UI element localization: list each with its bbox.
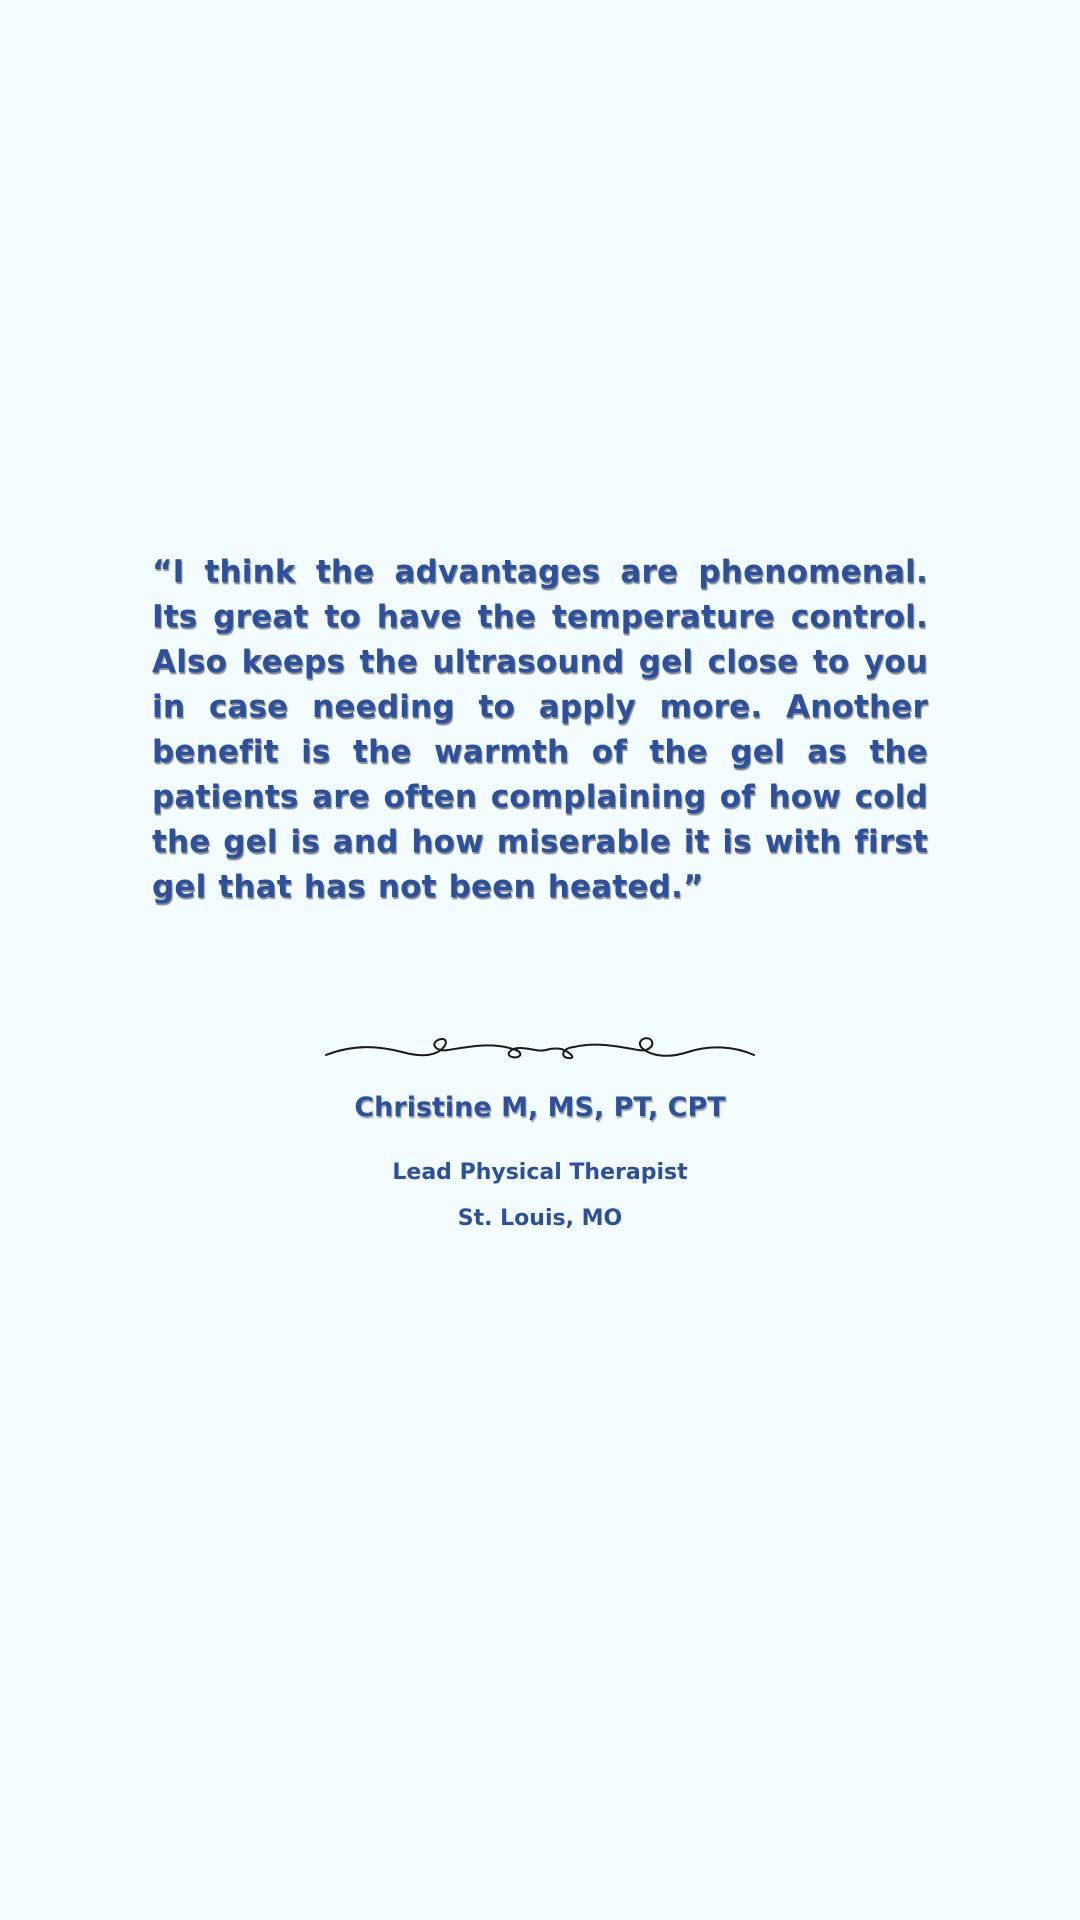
author-location: St. Louis, MO (457, 1206, 623, 1231)
testimonial-quote: “I think the advantages are phenomenal. Its great to have the temperature control. Also keeps the ultrasound gel close to you in case needing to apply more. Another benefit is the warmth of the gel as the patients are often complaining of how cold the gel is and how miserable it is with first gel that has not been heated.” (152, 554, 928, 905)
swirl-divider-icon (324, 1030, 756, 1064)
author-role: Lead Physical Therapist (392, 1160, 688, 1185)
author-name: Christine M, MS, PT, CPT (354, 1092, 726, 1123)
